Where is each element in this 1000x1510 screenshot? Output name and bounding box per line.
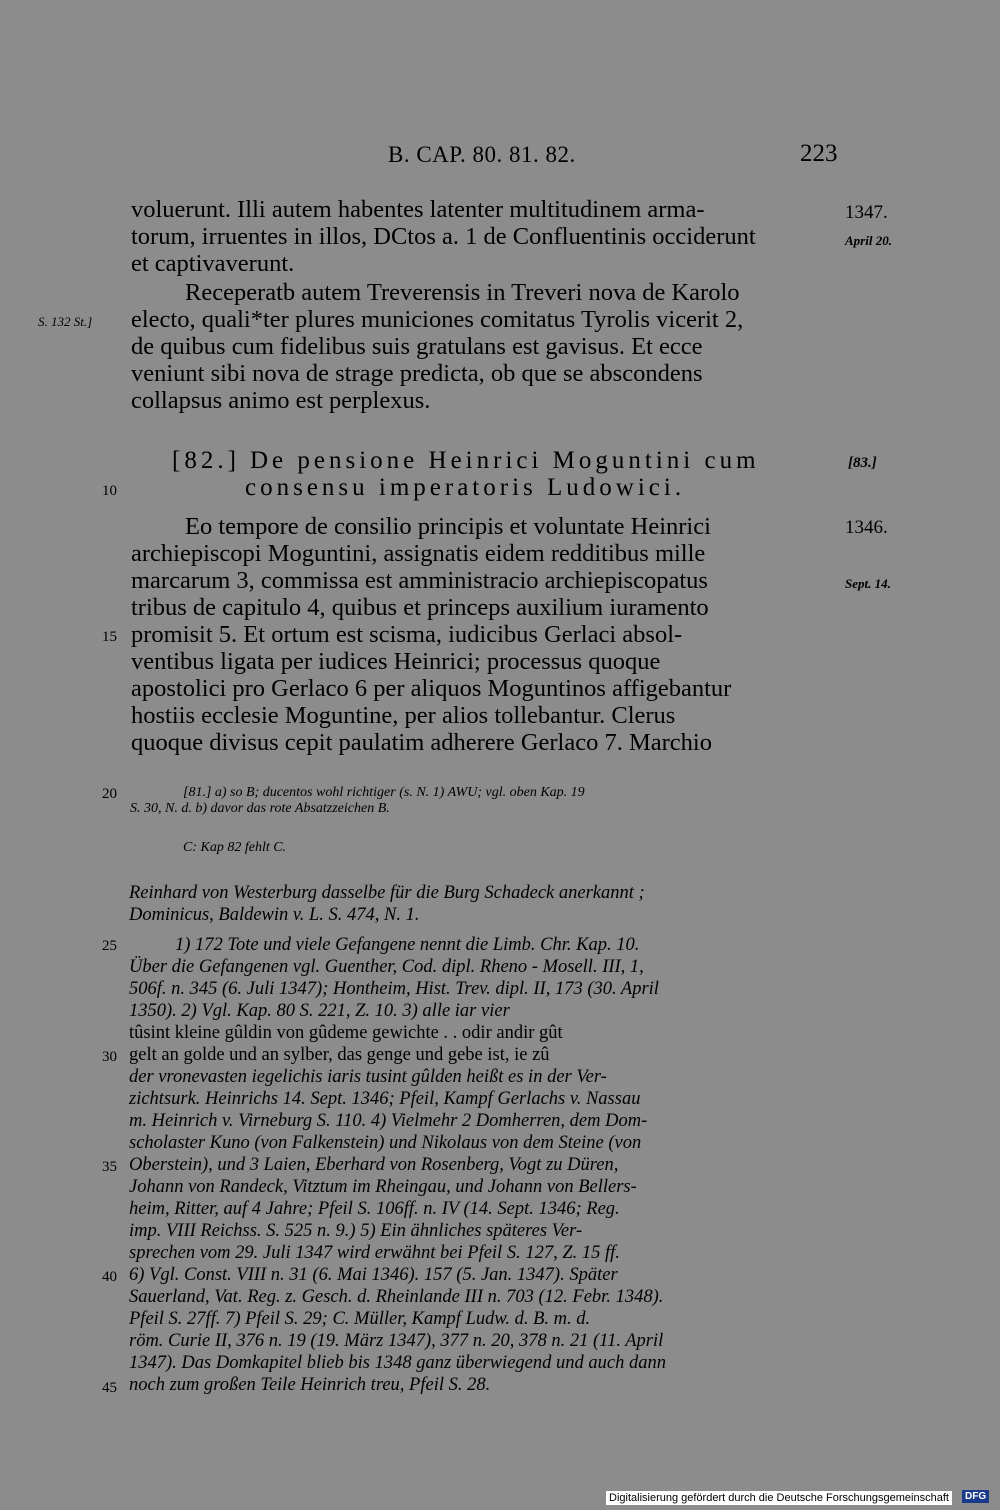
footnote-line: 1347). Das Domkapitel blieb bis 1348 ganz überwiegend und auch dann — [129, 1353, 666, 1373]
running-header: B. CAP. 80. 81. 82. — [388, 142, 576, 167]
funding-notice: Digitalisierung gefördert durch die Deutsche Forschungsgemeinschaft — [606, 1491, 952, 1505]
chapter-heading: consensu imperatoris Ludowici. — [245, 474, 686, 501]
footnote-line: 6) Vgl. Const. VIII n. 31 (6. Mai 1346). 157 (5. Jan. 1347). Später — [129, 1265, 618, 1285]
margin-year: 1347. — [845, 202, 888, 223]
text-line: promisit 5. Et ortum est scisma, iudicibus Gerlaci absol- — [131, 621, 683, 648]
margin-date: April 20. — [845, 233, 892, 248]
footnote-line: Über die Gefangenen vgl. Guenther, Cod. dipl. Rheno - Mosell. III, 1, — [129, 957, 644, 977]
text-line: hostiis ecclesie Moguntine, per alios tollebantur. Clerus — [131, 702, 676, 729]
footnote-line: heim, Ritter, auf 4 Jahre; Pfeil S. 106ff. n. IV (14. Sept. 1346; Reg. — [129, 1199, 620, 1219]
margin-ref: S. 132 St.] — [38, 314, 93, 329]
line-number: 40 — [102, 1269, 117, 1285]
line-number: 15 — [102, 629, 117, 645]
text-line: electo, quali*ter plures municiones comitatus Tyrolis vicerit 2, — [131, 306, 744, 333]
text-line: archiepiscopi Moguntini, assignatis eidem redditibus mille — [131, 540, 706, 567]
footnote-line: Reinhard von Westerburg dasselbe für die Burg Schadeck anerkannt ; — [129, 883, 645, 903]
footnote-line: der vronevasten iegelichis iaris tusint gûlden heißt es in der Ver- — [129, 1067, 607, 1087]
footnote-line: zichtsurk. Heinrichs 14. Sept. 1346; Pfeil, Kampf Gerlachs v. Nassau — [129, 1089, 641, 1109]
footnote-line: noch zum großen Teile Heinrich treu, Pfeil S. 28. — [129, 1375, 491, 1395]
text-line: collapsus animo est perplexus. — [131, 387, 431, 414]
dfg-logo: DFG — [962, 1490, 989, 1503]
text-line: Receperatb autem Treverensis in Treveri nova de Karolo — [185, 279, 740, 306]
footnote-line: 1350). 2) Vgl. Kap. 80 S. 221, Z. 10. 3) alle iar vier — [129, 1001, 510, 1021]
apparatus-line: S. 30, N. d. b) davor das rote Absatzzeichen B. — [130, 801, 390, 816]
footnote-line: sprechen vom 29. Juli 1347 wird erwähnt bei Pfeil S. 127, Z. 15 ff. — [129, 1243, 620, 1263]
margin-year: 1346. — [845, 517, 888, 538]
text-line: voluerunt. Illi autem habentes latenter multitudinem arma- — [131, 196, 705, 223]
footnote-line: m. Heinrich v. Virneburg S. 110. 4) Vielmehr 2 Domherren, dem Dom- — [129, 1111, 648, 1131]
apparatus-line: C: Kap 82 fehlt C. — [183, 840, 287, 855]
line-number: 35 — [102, 1159, 117, 1175]
text-line: veniunt sibi nova de strage predicta, ob que se abscondens — [131, 360, 703, 387]
text-line: Eo tempore de consilio principis et voluntate Heinrici — [185, 513, 711, 540]
text-line: apostolici pro Gerlaco 6 per aliquos Moguntinos affigebantur — [131, 675, 732, 702]
footnote-line: Sauerland, Vat. Reg. z. Gesch. d. Rheinlande III n. 703 (12. Febr. 1348). — [129, 1287, 664, 1307]
text-line: torum, irruentes in illos, DCtos a. 1 de Confluentinis occiderunt — [131, 223, 756, 250]
footnote-line: Pfeil S. 27ff. 7) Pfeil S. 29; C. Müller, Kampf Ludw. d. B. m. d. — [129, 1309, 591, 1329]
text-line: marcarum 3, commissa est amministracio archiepiscopatus — [131, 567, 708, 594]
line-number: 25 — [102, 938, 117, 954]
footnote-line: Dominicus, Baldewin v. L. S. 474, N. 1. — [129, 905, 420, 925]
chapter-number: [82.] — [172, 447, 240, 474]
text-line: ventibus ligata per iudices Heinrici; processus quoque — [131, 648, 661, 675]
margin-date: Sept. 14. — [845, 576, 891, 591]
chapter-heading: De pensione Heinrici Moguntini cum — [250, 447, 760, 474]
footnote-line: röm. Curie II, 376 n. 19 (19. März 1347), 377 n. 20, 378 n. 21 (11. April — [129, 1331, 664, 1351]
text-line: tribus de capitulo 4, quibus et princeps auxilium iuramento — [131, 594, 709, 621]
footnote-line: 1) 172 Tote und viele Gefangene nennt die Limb. Chr. Kap. 10. — [175, 935, 640, 955]
apparatus-line: [81.] a) so B; ducentos wohl richtiger (s. N. 1) AWU; vgl. oben Kap. 19 — [183, 785, 585, 800]
text-line: et captivaverunt. — [131, 250, 295, 277]
footnote-line: Oberstein), und 3 Laien, Eberhard von Rosenberg, Vogt zu Düren, — [129, 1155, 619, 1175]
footnote-line: Johann von Randeck, Vitztum im Rheingau, und Johann von Bellers- — [129, 1177, 637, 1197]
text-line: quoque divisus cepit paulatim adherere Gerlaco 7. Marchio — [131, 729, 712, 756]
footnote-line: scholaster Kuno (von Falkenstein) und Nikolaus von dem Steine (von — [129, 1133, 642, 1153]
line-number: 45 — [102, 1380, 117, 1396]
page-number: 223 — [800, 140, 838, 167]
line-number: 10 — [102, 483, 117, 499]
footnote-line: gelt an golde und an sylber, das genge und gebe ist, ie zû — [129, 1045, 550, 1065]
line-number: 20 — [102, 786, 117, 802]
chapter-ref: [83.] — [848, 455, 877, 471]
text-line: de quibus cum fidelibus suis gratulans est gavisus. Et ecce — [131, 333, 703, 360]
line-number: 30 — [102, 1049, 117, 1065]
footnote-line: imp. VIII Reichss. S. 525 n. 9.) 5) Ein ähnliches späteres Ver- — [129, 1221, 583, 1241]
footnote-line: tûsint kleine gûldin von gûdeme gewichte . . odir andir gût — [129, 1023, 563, 1043]
footnote-line: 506f. n. 345 (6. Juli 1347); Hontheim, Hist. Trev. dipl. II, 173 (30. April — [129, 979, 659, 999]
